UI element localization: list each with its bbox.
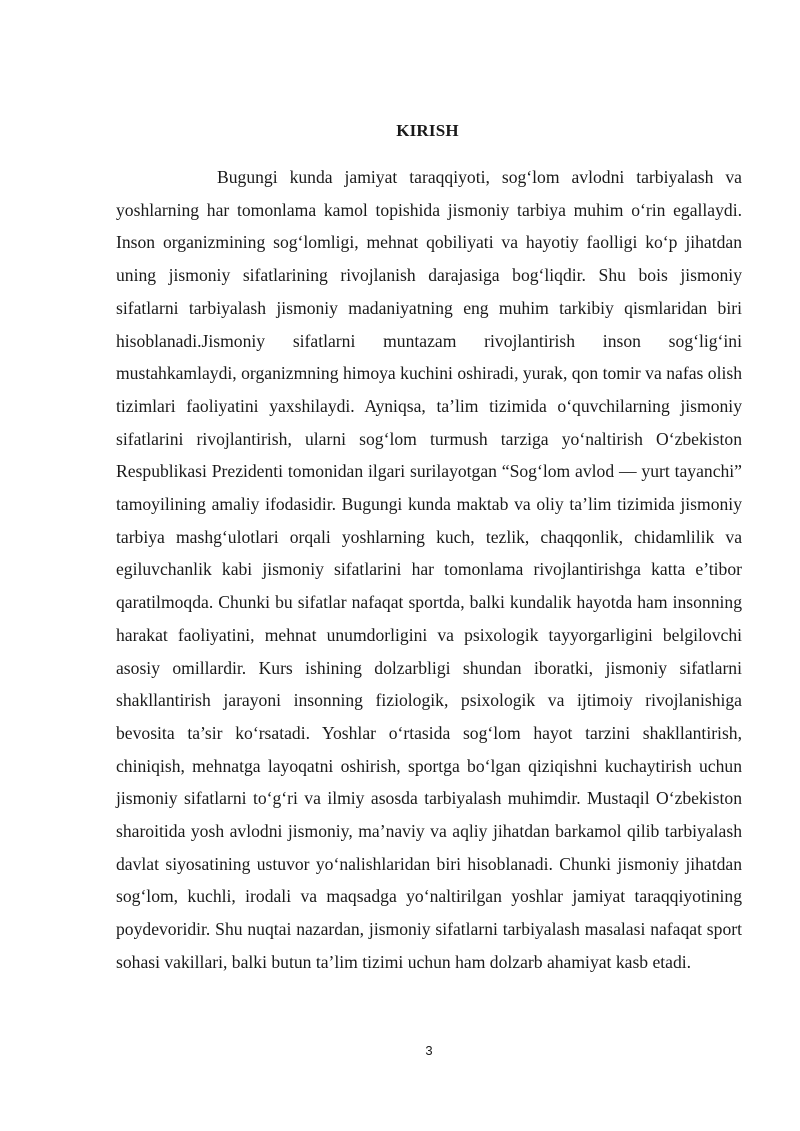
section-title: KIRISH <box>396 121 459 140</box>
page-number: 3 <box>425 1043 433 1058</box>
body-paragraph: Bugungi kunda jamiyat taraqqiyoti, sog‘lom avlodni tarbiyalash va yoshlarning har tomonlama kamol topishida jismoniy tarbiya muhim o‘rin egallaydi. Inson organizmining sog‘lomligi, mehnat qobiliyati va hayotiy faolligi ko‘p jihatdan uning jismoniy sifatlarining rivojlanish darajasiga bog‘liqdir. Shu bois jismoniy sifatlarni tarbiyalash jismoniy madaniyatning eng muhim tarkibiy qismlaridan biri hisoblanadi.Jismoniy sifatlarni muntazam rivojlantirish inson sog‘lig‘ini mustahkamlaydi, organizmning himoya kuchini oshiradi, yurak, qon tomir va nafas olish tizimlari faoliyatini yaxshilaydi. Ayniqsa, ta’lim tizimida o‘quvchilarning jismoniy sifatlarini rivojlantirish, ularni sog‘lom turmush tarziga yo‘naltirish O‘zbekiston Respublikasi Prezidenti tomonidan ilgari surilayotgan “Sog‘lom avlod — yurt tayanchi” tamoyilining amaliy ifodasidir. Bugungi kunda maktab va oliy ta’lim tizimida jismoniy tarbiya mashg‘ulotlari orqali yoshlarning kuch, tezlik, chaqqonlik, chidamlilik va egiluvchanlik kabi jismoniy sifatlarini har tomonlama rivojlantirishga katta e’tibor qaratilmoqda. Chunki bu sifatlar nafaqat sportda, balki kundalik hayotda ham insonning harakat faoliyatini, mehnat unumdorligini va psixologik tayyorgarligini belgilovchi asosiy omillardir. Kurs ishining dolzarbligi shundan iboratki, jismoniy sifatlarni shakllantirish jarayoni insonning fiziologik, psixologik va ijtimoiy rivojlanishiga bevosita ta’sir ko‘rsatadi. Yoshlar o‘rtasida sog‘lom hayot tarzini shakllantirish, chiniqish, mehnatga layoqatni oshirish, sportga bo‘lgan qiziqishni kuchaytirish uchun jismoniy sifatlarni to‘g‘ri va ilmiy asosda tarbiyalash muhimdir. Mustaqil O‘zbekiston sharoitida yosh avlodni jismoniy, ma’naviy va aqliy jihatdan barkamol qilib tarbiyalash davlat siyosatining ustuvor yo‘nalishlaridan biri hisoblanadi. Chunki jismoniy jihatdan sog‘lom, kuchli, irodali va maqsadga yo‘naltirilgan yoshlar jamiyat taraqqiyotining poydevoridir. Shu nuqtai nazardan, jismoniy sifatlarni tarbiyalash masalasi nafaqat sport sohasi vakillari, balki butun ta’lim tizimi uchun ham dolzarb ahamiyat kasb etadi. <box>116 167 742 972</box>
